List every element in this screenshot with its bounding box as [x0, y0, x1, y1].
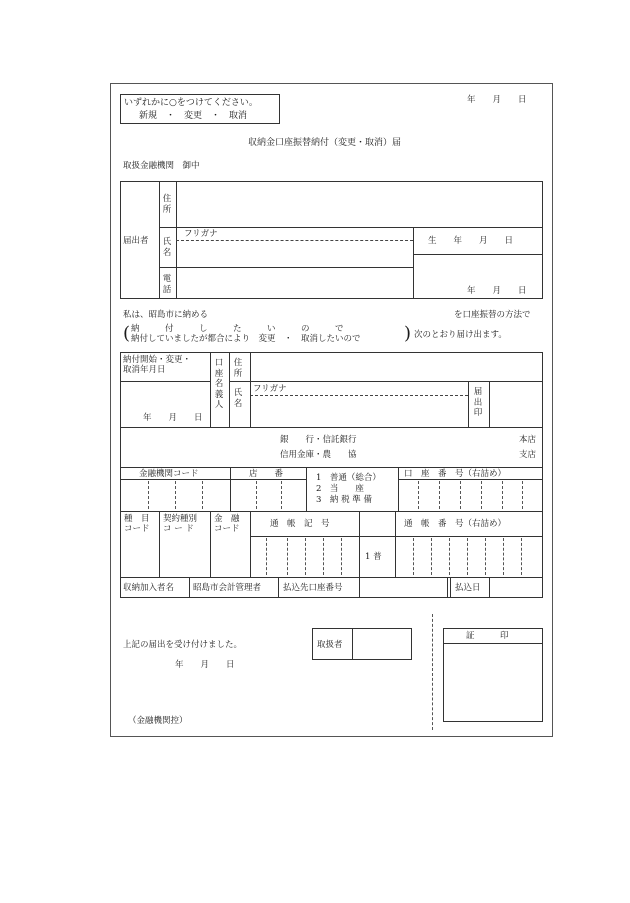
- applicant-birth[interactable]: 生 年 月 日: [428, 236, 514, 246]
- passbook-number-label: 通 帳 番 号（右詰め）: [404, 519, 507, 529]
- holder-furigana: フリガナ: [253, 384, 287, 394]
- fin-code-label: 金 融 コード: [214, 514, 240, 534]
- seal-box-label: 証 印: [466, 631, 509, 641]
- statement-left: 私は、昭島市に納める: [123, 310, 209, 320]
- account-type-3[interactable]: 3 納 税 準 備: [316, 495, 373, 505]
- applicant-address-label: 住 所: [162, 194, 172, 215]
- branch-type-2[interactable]: 支店: [519, 450, 537, 460]
- cut-line: [432, 614, 433, 730]
- top-date[interactable]: 年 月 日: [467, 95, 527, 105]
- applicant-label: 届出者: [123, 236, 149, 246]
- account-number-label: 口 座 番 号（右詰め）: [404, 469, 507, 479]
- account-type-2[interactable]: 2 当 座: [316, 484, 364, 494]
- selection-options[interactable]: 新規 ・ 変更 ・ 取消: [139, 111, 248, 121]
- handler-label: 取扱者: [317, 640, 343, 650]
- bank-code-label: 金融機関コード: [139, 469, 199, 479]
- statement-tail: 次のとおり届け出ます。: [414, 330, 507, 340]
- holder-name-label: 氏 名: [233, 388, 243, 409]
- account-type-1[interactable]: 1 普通（総合）: [316, 473, 381, 483]
- selection-instruction: いずれかに○をつけてください。: [124, 98, 258, 108]
- account-holder-label: 口 座 名 義 人: [214, 358, 224, 410]
- copy-label: （金融機関控）: [128, 716, 188, 726]
- bank-type-1[interactable]: 銀 行・信託銀行: [280, 435, 357, 445]
- destination-account-label: 払込先口座番号: [283, 583, 343, 593]
- payee-label: 収納加入者名: [123, 583, 175, 593]
- form-title: 収納金口座振替納付（変更・取消）届: [248, 138, 402, 148]
- applicant-name-label: 氏 名: [162, 237, 172, 258]
- branch-number-label: 店 番: [249, 469, 284, 479]
- applicant-phone-label: 電 話: [162, 274, 172, 295]
- accepted-text: 上記の届出を受け付けました。: [123, 640, 243, 650]
- start-date[interactable]: 年 月 日: [143, 413, 203, 423]
- start-date-label: 納付開始・変更・ 取消年月日: [123, 355, 192, 375]
- seal-label: 届 出 印: [473, 387, 483, 418]
- statement-option-2[interactable]: 納付していましたが都合により 変更 ・ 取消したいので: [131, 334, 361, 344]
- payee-name: 昭島市会計管理者: [193, 583, 262, 593]
- passbook-suffix: 1 普: [365, 552, 382, 562]
- bank-type-2[interactable]: 信用金庫・農 協: [280, 450, 357, 460]
- statement-right: を口座振替の方法で: [454, 310, 531, 320]
- statement-open-paren: (: [123, 323, 131, 344]
- statement-close-paren: ): [404, 323, 412, 344]
- addressee: 取扱金融機関 御中: [123, 161, 200, 171]
- branch-type-1[interactable]: 本店: [519, 435, 537, 445]
- holder-address-label: 住 所: [233, 358, 243, 379]
- passbook-symbol-label: 通 帳 記 号: [270, 519, 330, 529]
- statement-option-1[interactable]: 納 付 し た い の で: [131, 324, 344, 334]
- accepted-date[interactable]: 年 月 日: [175, 660, 235, 670]
- applicant-date[interactable]: 年 月 日: [467, 286, 527, 296]
- contract-code-label: 契約種別 コ ー ド: [163, 514, 198, 534]
- item-code-label: 種 目 コード: [124, 514, 150, 534]
- paid-date-label: 払込日: [455, 583, 481, 593]
- applicant-furigana: フリガナ: [184, 229, 218, 239]
